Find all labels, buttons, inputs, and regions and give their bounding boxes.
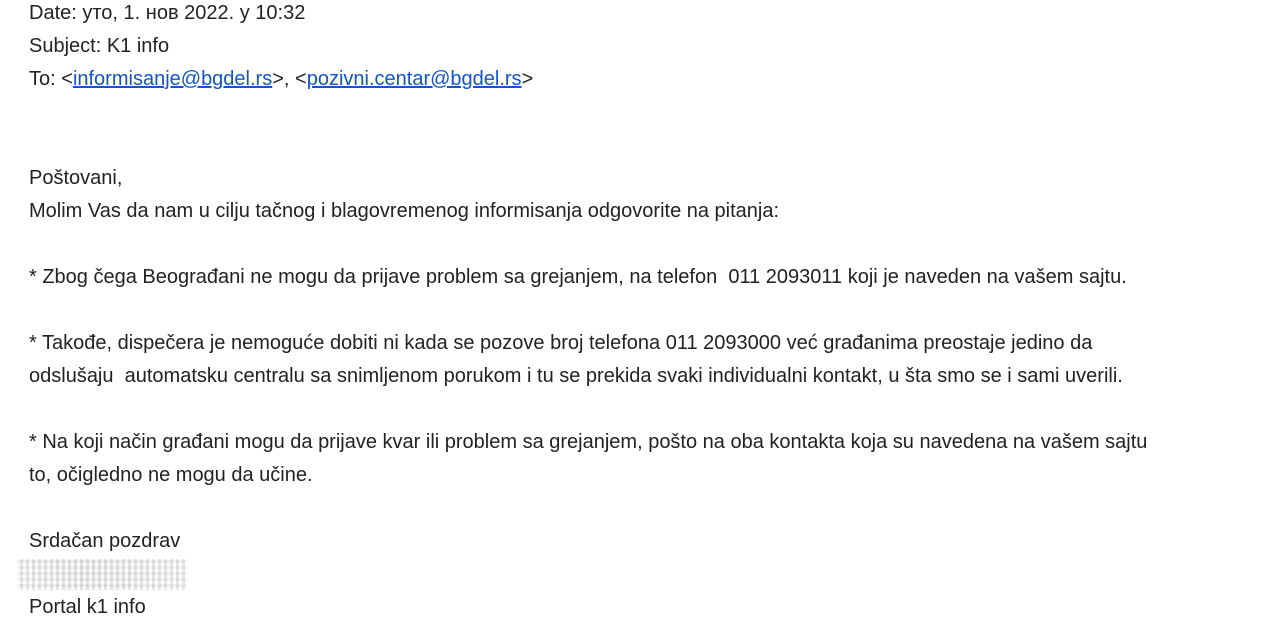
question-1: * Zbog čega Beograđani ne mogu da prijave problem sa grejanjem, na telefon 011 2093011 koji je naveden na vašem sajtu. bbox=[29, 266, 1127, 288]
date-value: уто, 1. нов 2022. у 10:32 bbox=[82, 2, 306, 24]
question-2-line-1: * Takođe, dispečera je nemoguće dobiti ni kada se pozove broj telefona 011 2093000 već građanima preostaje jedino da bbox=[29, 332, 1093, 354]
spacer bbox=[29, 96, 1269, 129]
recipient-email-link-1[interactable]: informisanje@bgdel.rs bbox=[72, 68, 273, 90]
subject-line bbox=[29, 30, 1269, 63]
recipient-email-link-2[interactable]: pozivni.centar@bgdel.rs bbox=[306, 68, 522, 90]
to-open-bracket: < bbox=[61, 68, 73, 90]
question-3-line-1: * Na koji način građani mogu da prijave kvar ili problem sa grejanjem, pošto na oba kontakta koja su navedena na vašem sajtu bbox=[29, 431, 1148, 453]
spacer bbox=[29, 228, 1269, 261]
redacted-signature-name bbox=[17, 559, 187, 590]
to-close-bracket: > bbox=[521, 68, 534, 90]
to-separator: >, < bbox=[272, 68, 307, 90]
closing: Srdačan pozdrav bbox=[29, 530, 181, 552]
date-label: Date: bbox=[29, 2, 77, 24]
question-2-line-2: odslušaju automatsku centralu sa snimljenom porukom i tu se prekida svaki individualni kontakt, u šta smo se i sami uverili. bbox=[29, 365, 1123, 387]
email-message bbox=[29, 0, 1269, 624]
signature-org: Portal k1 info bbox=[29, 596, 146, 618]
spacer bbox=[29, 294, 1269, 327]
spacer bbox=[29, 393, 1269, 426]
greeting: Poštovani, bbox=[29, 167, 123, 189]
to-label: To: bbox=[29, 68, 56, 90]
question-3-line-2: to, očigledno ne mogu da učine. bbox=[29, 464, 313, 486]
subject-value: K1 info bbox=[106, 35, 170, 57]
spacer bbox=[29, 492, 1269, 525]
subject-label: Subject: bbox=[29, 35, 102, 57]
spacer bbox=[29, 129, 1269, 162]
to-line bbox=[29, 63, 1269, 96]
date-line bbox=[29, 0, 1269, 30]
intro-text: Molim Vas da nam u cilju tačnog i blagovremenog informisanja odgovorite na pitanja: bbox=[29, 200, 780, 222]
